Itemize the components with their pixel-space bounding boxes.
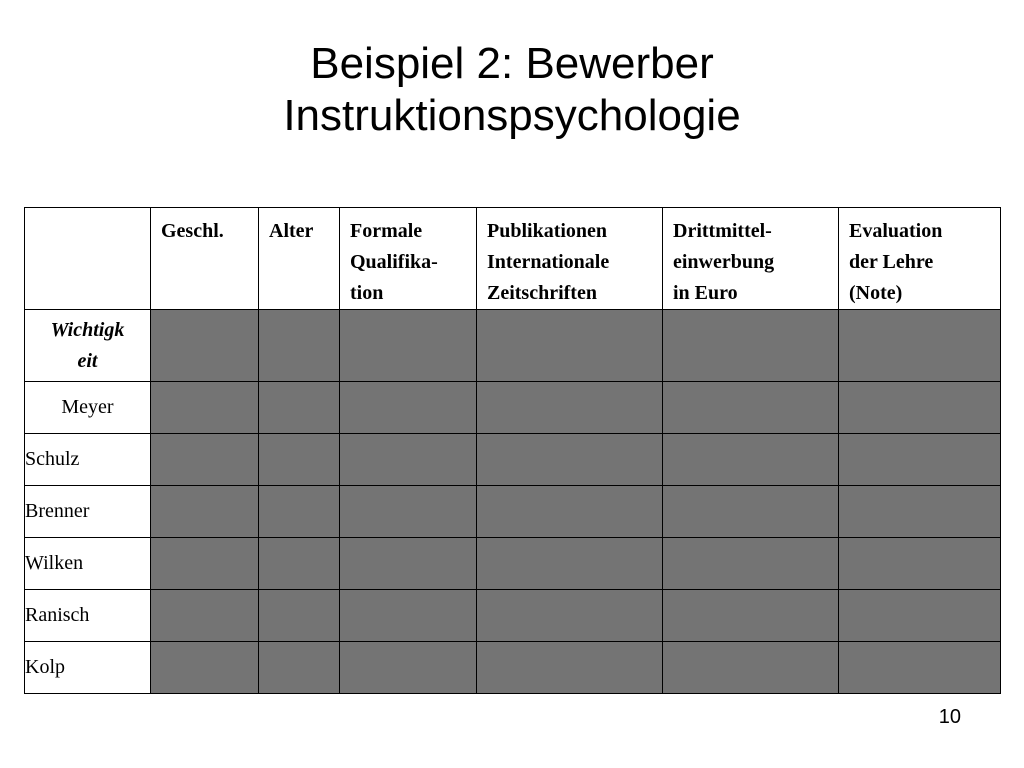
table-row <box>25 538 1001 590</box>
table-cell <box>839 590 1001 642</box>
table-cell <box>839 538 1001 590</box>
weight-row <box>25 310 1001 382</box>
table-cell <box>839 310 1001 382</box>
table-cell <box>151 382 259 434</box>
table-row <box>25 642 1001 694</box>
table-cell <box>477 642 663 694</box>
table-cell <box>663 590 839 642</box>
row-label-ranisch: Ranisch <box>25 590 151 642</box>
table-cell <box>839 642 1001 694</box>
row-label-line: Wichtigk <box>50 318 125 341</box>
table-cell <box>663 382 839 434</box>
table-cell <box>340 486 477 538</box>
table-cell <box>839 486 1001 538</box>
header-line: Evaluation <box>849 220 943 242</box>
table-cell <box>663 434 839 486</box>
row-label-meyer: Meyer <box>25 382 151 434</box>
header-line: tion <box>350 282 384 304</box>
slide-title-line-1: Beispiel 2: Bewerber <box>310 39 714 88</box>
header-corner-cell <box>25 208 151 310</box>
table-cell <box>151 486 259 538</box>
table-cell <box>340 382 477 434</box>
header-line: Formale <box>350 220 423 242</box>
header-line: Alter <box>269 220 314 242</box>
table-cell <box>340 310 477 382</box>
column-header-evaluation <box>839 208 1001 310</box>
header-line: Publikationen <box>487 220 608 242</box>
header-line: Zeitschriften <box>487 282 597 304</box>
header-row <box>25 208 1001 310</box>
row-label-schulz: Schulz <box>25 434 151 486</box>
header-line: der Lehre <box>849 251 934 273</box>
column-header-alter <box>259 208 340 310</box>
table-cell <box>259 538 340 590</box>
row-label-kolp: Kolp <box>25 642 151 694</box>
table-cell <box>477 382 663 434</box>
table-cell <box>340 642 477 694</box>
header-line: Drittmittel- <box>673 220 772 242</box>
table-cell <box>259 486 340 538</box>
table-cell <box>477 310 663 382</box>
row-label-weight <box>25 310 151 382</box>
table-cell <box>477 486 663 538</box>
slide-title-line-2: Instruktionspsychologie <box>283 91 741 140</box>
table-cell <box>259 382 340 434</box>
table-cell <box>151 538 259 590</box>
table-cell <box>340 590 477 642</box>
table-cell <box>340 538 477 590</box>
row-label-wilken: Wilken <box>25 538 151 590</box>
table-cell <box>839 382 1001 434</box>
table-cell <box>663 642 839 694</box>
column-header-drittmittel <box>663 208 839 310</box>
applicant-table <box>24 207 1001 694</box>
header-line: Geschl. <box>161 220 224 242</box>
table-cell <box>839 434 1001 486</box>
header-line: Internationale <box>487 251 610 273</box>
row-label-brenner: Brenner <box>25 486 151 538</box>
page-number: 10 <box>938 706 961 728</box>
header-line: (Note) <box>849 282 903 304</box>
row-label-line: eit <box>77 349 98 372</box>
table-row <box>25 382 1001 434</box>
table-cell <box>340 434 477 486</box>
table-cell <box>259 590 340 642</box>
header-line: in Euro <box>673 282 738 304</box>
table-cell <box>663 538 839 590</box>
table-cell <box>477 538 663 590</box>
table-cell <box>477 434 663 486</box>
table-row <box>25 590 1001 642</box>
header-line: einwerbung <box>673 251 775 273</box>
table-cell <box>259 434 340 486</box>
table-cell <box>259 310 340 382</box>
table-cell <box>151 434 259 486</box>
header-line: Qualifika- <box>350 251 438 273</box>
table-cell <box>151 590 259 642</box>
column-header-formale-qualifikation <box>340 208 477 310</box>
table-cell <box>477 590 663 642</box>
column-header-geschlecht <box>151 208 259 310</box>
table-cell <box>259 642 340 694</box>
table-cell <box>663 310 839 382</box>
table-cell <box>663 486 839 538</box>
slide-title <box>0 38 1024 142</box>
table-row <box>25 434 1001 486</box>
table-cell <box>151 310 259 382</box>
column-header-publikationen <box>477 208 663 310</box>
table-cell <box>151 642 259 694</box>
table-row <box>25 486 1001 538</box>
